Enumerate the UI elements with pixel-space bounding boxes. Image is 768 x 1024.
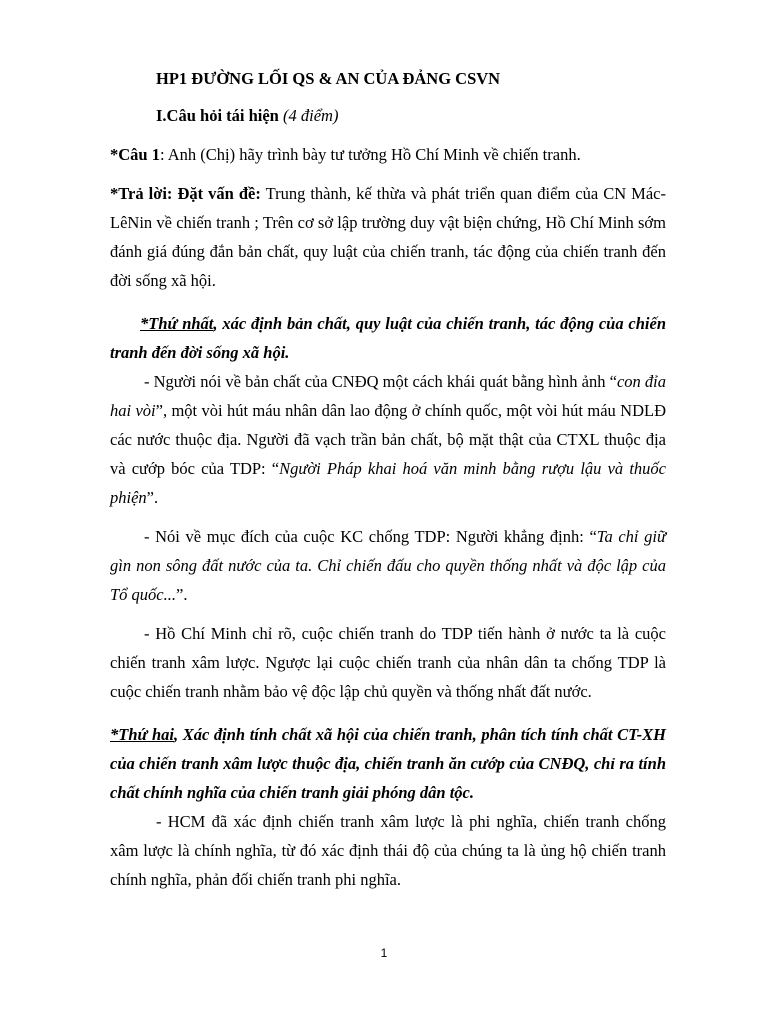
question-1 bbox=[110, 140, 666, 169]
paragraph-3: - Hồ Chí Minh chỉ rõ, cuộc chiến tranh do TDP tiến hành ở nước ta là cuộc chiến tranh xâm lược. Ngược lại cuộc chiến tranh của nhân dân ta chống TDP là cuộc chiến tranh nhằm bảo vệ độc lập chủ quyền và thống nhất đất nước. bbox=[110, 624, 666, 701]
page-number: 1 bbox=[380, 946, 388, 960]
paragraph-1 bbox=[110, 367, 666, 512]
answer-label: *Trả lời: Đặt vấn đề: bbox=[110, 184, 261, 203]
paragraph-2-part-c: ”. bbox=[176, 585, 188, 604]
paragraph-2-part-a: - Nói về mục đích của cuộc KC chống TDP: Người khẳng định: “ bbox=[144, 527, 597, 546]
paragraph-1-part-e: ”. bbox=[146, 488, 159, 507]
heading-first bbox=[110, 309, 666, 367]
heading-first-text: , xác định bản chất, quy luật của chiến tranh, tác động của chiến tranh đến đời sống xã hội. bbox=[110, 314, 666, 362]
heading-second-label: *Thứ hai bbox=[110, 725, 175, 744]
question-1-label: *Câu 1 bbox=[110, 145, 160, 164]
section-heading bbox=[110, 101, 666, 130]
paragraph-2-quote: Ta chỉ giữ gìn non sông đất nước của ta. Chỉ chiến đấu cho quyền thống nhất và độc lập của Tổ quốc... bbox=[110, 527, 666, 604]
answer-text: Trung thành, kế thừa và phát triển quan điểm của CN Mác-LêNin về chiến tranh ; Trên cơ sở lập trường duy vật biện chứng, Hồ Chí Minh sớm đánh giá đúng đắn bản chất, quy luật của chiến tranh, tác động của chiến tranh đến đời sống xã hội. bbox=[110, 184, 666, 290]
answer-intro bbox=[110, 179, 666, 295]
question-1-text: : Anh (Chị) hãy trình bày tư tưởng Hồ Chí Minh về chiến tranh. bbox=[159, 145, 581, 164]
paragraph-1-quote-a: con đỉa hai vòi bbox=[110, 372, 666, 420]
section-label: I.Câu hỏi tái hiện bbox=[156, 106, 279, 125]
heading-second bbox=[110, 720, 666, 807]
paragraph-1-part-a: - Người nói về bản chất của CNĐQ một cách khái quát bằng hình ảnh “ bbox=[144, 372, 617, 391]
document-body bbox=[110, 64, 666, 894]
paragraph-1-part-c: ”, một vòi hút máu nhân dân lao động ở chính quốc, một vòi hút máu NDLĐ các nước thuộc địa. Người đã vạch trần bản chất, bộ mặt thật của CTXL thuộc địa và cướp bóc của TDP: “ bbox=[110, 401, 666, 478]
paragraph-4: - HCM đã xác định chiến tranh xâm lược là phi nghĩa, chiến tranh chống xâm lược là chính nghĩa, từ đó xác định thái độ của chúng ta là ủng hộ chiến tranh chính nghĩa, phản đối chiến tranh phi nghĩa. bbox=[110, 812, 666, 889]
heading-second-text: , Xác định tính chất xã hội của chiến tranh, phân tích tính chất CT-XH của chiến tranh xâm lược thuộc địa, chiến tranh ăn cướp của CNĐQ, chỉ ra tính chất chính nghĩa của chiến tranh giải phóng dân tộc. bbox=[110, 725, 667, 802]
paragraph-2 bbox=[110, 522, 666, 609]
document-title: HP1 ĐƯỜNG LỐI QS & AN CỦA ĐẢNG CSVN bbox=[156, 69, 501, 88]
heading-first-label: *Thứ nhất bbox=[140, 314, 214, 333]
section-points: (4 điểm) bbox=[283, 106, 339, 125]
paragraph-1-quote-b: Người Pháp khai hoá văn minh bằng rượu lậu và thuốc phiện bbox=[110, 459, 666, 507]
